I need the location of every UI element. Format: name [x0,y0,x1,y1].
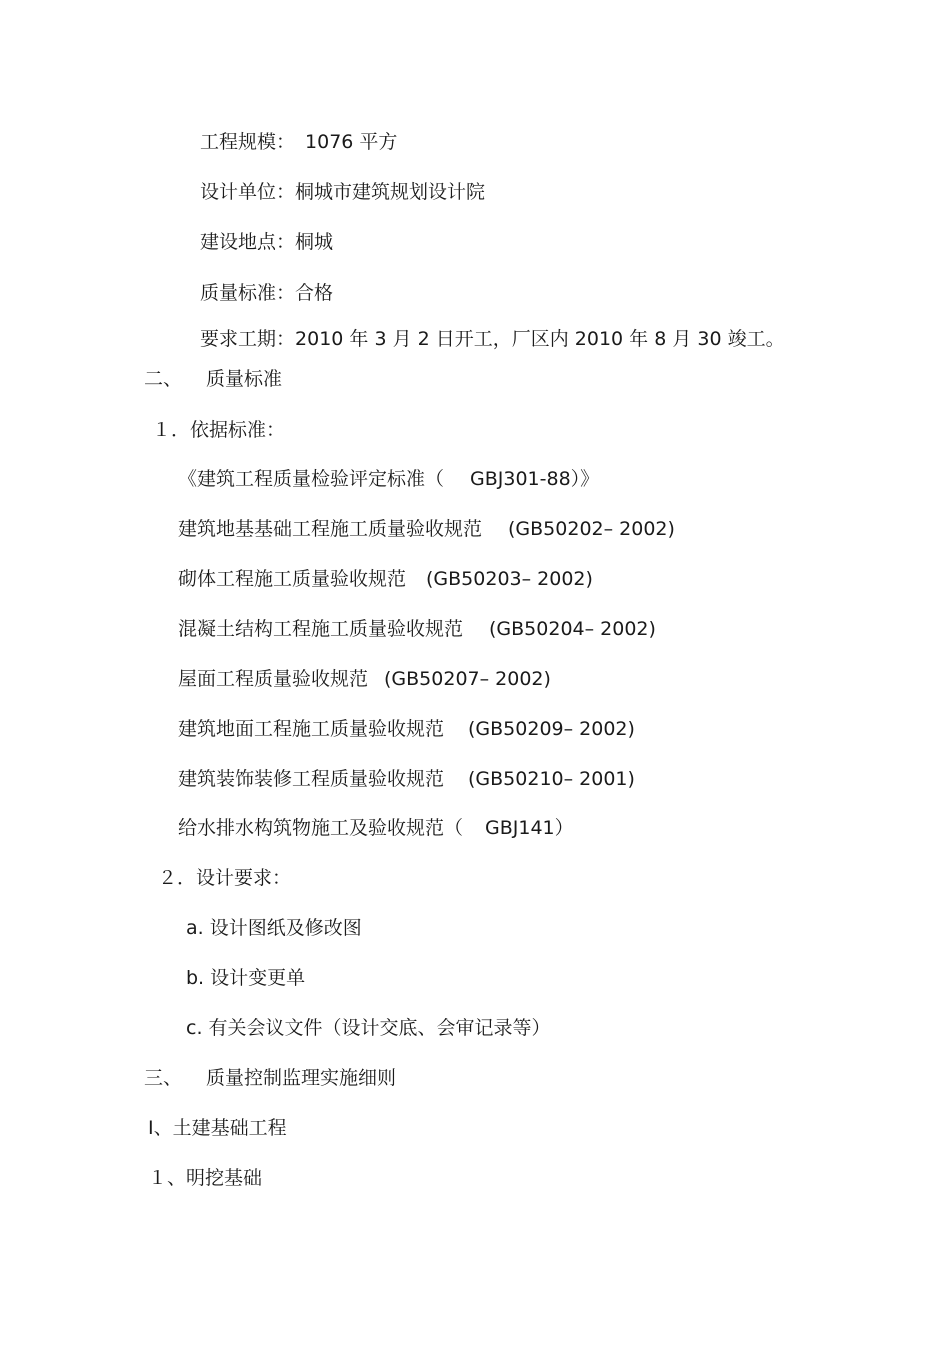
project-scale-label: 工程规模： [200,131,296,153]
standard-item [178,767,635,791]
location-row [200,230,333,254]
design-item: c. 有关会议文件（设计交底、会审记录等） [186,1017,551,1039]
design-unit-row [200,180,485,204]
period-label: 要求工期： [200,328,296,350]
section3-heading [144,1066,396,1090]
subsubsection-heading: １、明挖基础 [148,1167,263,1189]
standard-code: GBJ301-88）》 [470,468,600,490]
standard-code: (GB50209– 2002) [468,718,635,740]
period-row [200,327,785,351]
quality-row [200,281,333,305]
standard-code: (GB50204– 2002) [489,618,656,640]
standard-name: 砌体工程施工质量验收规范 [178,568,407,590]
standard-item [178,667,551,691]
design-unit-label: 设计单位： [200,181,296,203]
section3-title: 质量控制监理实施细则 [206,1067,397,1089]
section2-heading [144,367,282,391]
subsection-heading: Ⅰ、土建基础工程 [148,1117,287,1139]
standard-name: 给水排水构筑物施工及验收规范（ [178,817,464,839]
standard-code: (GB50207– 2002) [384,668,551,690]
standard-item [178,517,675,541]
quality-value: 合格 [295,282,334,304]
quality-label: 质量标准： [200,282,296,304]
standard-name: 建筑地基基础工程施工质量验收规范 [178,518,483,540]
standard-item [178,467,599,491]
standard-item [178,717,635,741]
project-scale-row [200,130,397,154]
standard-code: GBJ141） [485,817,574,839]
design-heading: ２．设计要求： [158,867,292,889]
standard-code: (GB50203– 2002) [426,568,593,590]
standard-name: 建筑地面工程施工质量验收规范 [178,718,445,740]
design-unit-value: 桐城市建筑规划设计院 [295,181,486,203]
period-value: 2010 年 3 月 2 日开工，厂区内 2010 年 8 月 30 竣工。 [295,328,785,350]
section2-title: 质量标准 [206,368,283,390]
standard-name: 建筑装饰装修工程质量验收规范 [178,768,445,790]
standard-name: 屋面工程质量验收规范 [178,668,369,690]
location-value: 桐城 [295,231,334,253]
section2-number: 二、 [144,368,183,390]
standard-name: 混凝土结构工程施工质量验收规范 [178,618,464,640]
standard-item [178,567,593,591]
standard-code: (GB50210– 2001) [468,768,635,790]
standard-code: (GB50202– 2002) [508,518,675,540]
standard-name: 《建筑工程质量检验评定标准（ [178,468,445,490]
section3-number: 三、 [144,1067,183,1089]
project-scale-value: 1076 平方 [305,131,398,153]
design-item: b. 设计变更单 [186,967,306,989]
standard-item [178,617,656,641]
standard-item [178,816,574,840]
basis-heading: １．依据标准： [152,419,286,441]
location-label: 建设地点： [200,231,296,253]
design-item: a. 设计图纸及修改图 [186,917,362,939]
